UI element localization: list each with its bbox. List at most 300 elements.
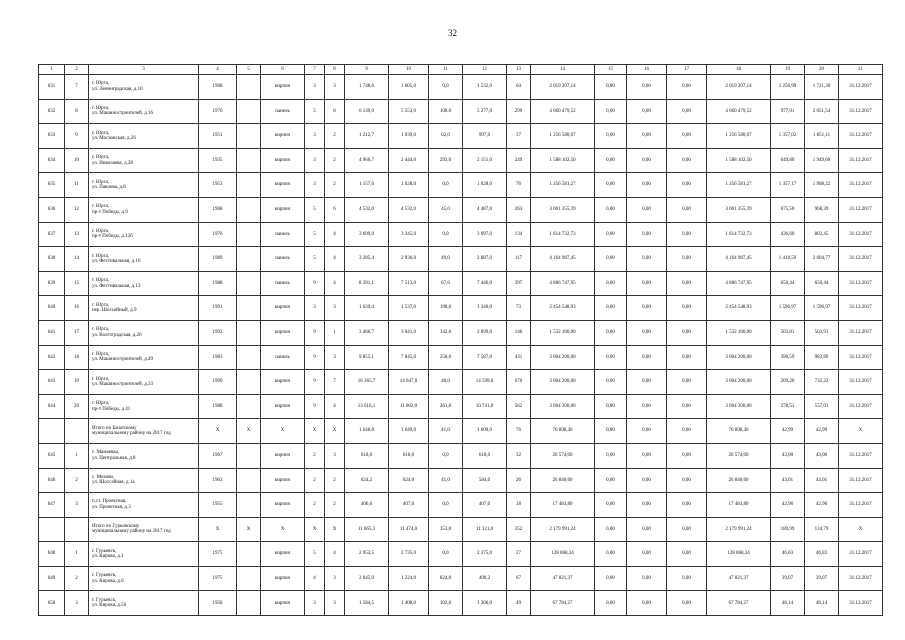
table-row [39,394,883,419]
table-cell [237,148,261,173]
table-cell: 1 532,0 [463,75,507,100]
table-cell: 0,0 [429,173,463,198]
table-cell: 2 936,0 [389,247,429,272]
table-cell: 9 [305,320,325,345]
table-cell: 647 [39,493,65,518]
table-cell: 11 474,0 [389,517,429,542]
table-cell: 0,00 [667,419,707,444]
address-line: г. Гурьевск, [92,548,117,554]
table-cell: 249 [507,148,531,173]
table-cell: 1967 [199,443,237,468]
table-cell: 31.12.2017 [839,75,883,100]
table-cell: 1989 [199,247,237,272]
table-row [39,345,883,370]
table-cell: 2 [305,493,325,518]
table-cell: 3 [325,443,345,468]
table-cell: 1 908,22 [805,173,839,198]
table-cell: X [305,419,325,444]
table-cell: кирпич [261,124,305,149]
address-cell [89,247,199,272]
table-cell: X [839,419,883,444]
address-line: муниципальному району на 2017 год [92,431,171,437]
table-cell: 3 064 200,00 [707,370,771,395]
table-cell: кирпич [261,320,305,345]
address-cell [89,75,199,100]
table-cell: 0,00 [667,271,707,296]
table-cell: 1 357,02 [771,124,805,149]
table-cell: 4 532,0 [345,197,389,222]
address-line: с. Мамаевка, [92,450,120,456]
table-cell: 67 784,27 [531,591,595,616]
table-cell: 8 391,1 [345,271,389,296]
table-cell: 0,00 [595,493,627,518]
table-cell: 1 256,99 [771,75,805,100]
table-cell: 45,0 [429,197,463,222]
table-cell: кирпич [261,75,305,100]
table-cell: 2 [325,148,345,173]
table-cell: 1988 [199,394,237,419]
table-cell: 407,0 [389,493,429,518]
address-cell [89,124,199,149]
address-line: ул. Машиностроителей, д.16 [92,111,153,117]
table-cell: 0,00 [627,75,667,100]
table-row [39,542,883,567]
table-cell: 117 [507,247,531,272]
table-cell: 649 [39,566,65,591]
table-body [39,75,883,616]
table-cell: 1 256 580,07 [707,124,771,149]
table-cell: 4 164 987,45 [707,247,771,272]
table-cell: 618,0 [389,443,429,468]
table-cell: 0,00 [595,468,627,493]
table-cell: 2 179 991,24 [531,517,595,542]
table-row [39,296,883,321]
table-cell: 637 [39,222,65,247]
table-cell: 0,00 [667,468,707,493]
column-number: 21 [839,65,883,75]
table-cell: 1 039,0 [389,124,429,149]
table-cell: X [237,517,261,542]
table-cell: 2 [65,566,89,591]
column-number: 2 [65,65,89,75]
table-cell: 67 [507,566,531,591]
column-number: 12 [463,65,507,75]
column-number: 1 [39,65,65,75]
table-cell: 31.12.2017 [839,247,883,272]
table-cell: панель [261,222,305,247]
address-line: ул. Фестивальная, д.13 [92,283,141,289]
table-cell: 48,14 [771,591,805,616]
table-cell: 0,00 [667,99,707,124]
table-cell: 353,0 [429,517,463,542]
table-cell: 62,0 [429,124,463,149]
table-cell [237,271,261,296]
table-cell: 31.12.2017 [839,148,883,173]
table-cell: 3 064 200,00 [531,345,595,370]
table-cell: 0,00 [667,345,707,370]
table-cell: 49 [507,591,531,616]
table-cell: 0,00 [627,173,667,198]
table-cell: 4 [325,542,345,567]
table-cell: 0,0 [429,542,463,567]
table-cell: 1 532 100,00 [531,320,595,345]
table-cell [237,75,261,100]
table-cell: 0,00 [595,173,627,198]
table-cell [237,296,261,321]
table-cell: 2 019 207,14 [707,75,771,100]
address-line: г. Гурьевск, [92,597,117,603]
column-number: 15 [595,65,627,75]
table-cell: 0,00 [595,148,627,173]
table-cell: 31.12.2017 [839,443,883,468]
table-cell: 5 [305,197,325,222]
table-cell: 0,00 [627,493,667,518]
table-cell: 983,89 [805,345,839,370]
table-cell: 2 899,0 [463,320,507,345]
table-cell: 31.12.2017 [839,99,883,124]
address-line: г. Юрга, [92,204,110,210]
table-cell [237,566,261,591]
address-line: г. Юрга, [92,278,110,284]
table-cell: 675,50 [771,197,805,222]
table-cell: 64 [507,75,531,100]
table-cell [237,591,261,616]
address-line: г. Юрга, [92,228,110,234]
table-cell: 7 446,0 [463,271,507,296]
table-cell: 31.12.2017 [839,345,883,370]
table-cell: 1991 [199,296,237,321]
table-cell: 1963 [199,468,237,493]
table-cell: 42,99 [805,419,839,444]
table-cell: 1 639,4 [345,296,389,321]
address-line: ул. Фестивальная, д.16 [92,258,141,264]
table-cell [237,370,261,395]
table-cell: 1 614 732,73 [707,222,771,247]
address-line: г. Юрга, [92,130,110,136]
table-cell: 1 418,59 [771,247,805,272]
column-number: 19 [771,65,805,75]
table-cell: 0,00 [627,99,667,124]
table-cell: 14 647,0 [389,370,429,395]
column-number: 4 [199,65,237,75]
table-cell: 2 454 548,93 [531,296,595,321]
table-cell: 76 [507,419,531,444]
table-cell: 3 345,0 [389,222,429,247]
table-cell: 503,81 [771,320,805,345]
table-cell: 0,00 [667,591,707,616]
table-cell: 5 553,0 [389,99,429,124]
table-cell: 278,51 [771,394,805,419]
column-number: 18 [707,65,771,75]
column-number: 14 [531,65,595,75]
table-cell: 11 121,0 [463,517,507,542]
table-cell: 640 [39,296,65,321]
table-cell: 1968 [199,75,237,100]
table-row [39,591,883,616]
table-cell: 10 741,0 [463,394,507,419]
table-cell [237,468,261,493]
table-cell: 4 [325,271,345,296]
table-cell: 0,00 [595,370,627,395]
column-number: 20 [805,65,839,75]
table-cell: 8 [65,99,89,124]
table-cell: 503,91 [805,320,839,345]
table-cell: 1968 [199,197,237,222]
address-line: ул. Московская, д.26 [92,135,136,141]
table-cell: 4 660 479,52 [531,99,595,124]
table-cell: кирпич [261,493,305,518]
table-row [39,173,883,198]
address-cell [89,394,199,419]
table-cell: 2 454 548,93 [707,296,771,321]
table-cell: 39,07 [771,566,805,591]
table-cell: 5 [305,99,325,124]
table-cell: 209,20 [771,370,805,395]
table-cell: 3 [305,173,325,198]
table-cell: 9 [305,271,325,296]
table-cell: 997,0 [463,124,507,149]
table-cell: 1 028,0 [389,173,429,198]
table-cell: 650,44 [771,271,805,296]
column-number: 13 [507,65,531,75]
table-cell: 3 061 355,39 [707,197,771,222]
table-cell: 3 [325,296,345,321]
table-cell: 18 [507,493,531,518]
table-cell: 3 609,0 [345,222,389,247]
table-cell: X [305,517,325,542]
table-cell: 3 061 355,39 [531,197,595,222]
table-row [39,468,883,493]
table-cell: 31.12.2017 [839,394,883,419]
table-cell: 42,99 [771,419,805,444]
table-cell: 293,0 [429,148,463,173]
address-line: г. Юрга, [92,179,110,185]
address-line: г. Юрга, [92,327,110,333]
table-row [39,99,883,124]
address-cell [89,370,199,395]
table-cell: 4 [325,247,345,272]
table-cell: 13 [65,222,89,247]
table-cell: 644 [39,394,65,419]
table-cell: 0,00 [595,75,627,100]
table-cell: 0,00 [595,247,627,272]
table-cell: 624,0 [389,468,429,493]
table-cell: 641 [39,320,65,345]
table-cell: 636 [39,197,65,222]
address-cell [89,99,199,124]
table-cell: 618,0 [463,443,507,468]
table-cell: 802,45 [805,222,839,247]
table-cell: 0,00 [595,124,627,149]
table-cell: 43,00 [805,443,839,468]
table-cell: 3 [65,493,89,518]
table-cell: 31.12.2017 [839,468,883,493]
address-line: п.ст. Проектная, [92,499,127,505]
table-cell: панель [261,247,305,272]
table-cell: 32 [507,443,531,468]
table-cell: 670 [507,370,531,395]
table-cell: 4 [325,222,345,247]
table-cell: 1 949,60 [805,148,839,173]
table-cell: 4 966,7 [345,148,389,173]
table-cell: 0,00 [667,148,707,173]
table-cell: 31.12.2017 [839,591,883,616]
table-cell: 11 002,0 [389,394,429,419]
table-cell [237,345,261,370]
table-cell: 0,0 [429,222,463,247]
table-cell: 26 [507,468,531,493]
table-cell: 3 [325,591,345,616]
table-cell: 1 [65,542,89,567]
table-cell: 198,0 [429,296,463,321]
table-row [39,566,883,591]
table-cell: 41,0 [429,419,463,444]
table-cell: 1953 [199,173,237,198]
table-row [39,370,883,395]
table-cell: 9 [65,124,89,149]
table-cell: 624,2 [345,468,389,493]
table-cell: 43,01 [771,468,805,493]
table-cell: 1 256 581,27 [531,173,595,198]
address-line: г. Юрга, [92,302,110,308]
table-cell: 5 [305,542,325,567]
table-cell: 642 [39,345,65,370]
table-cell: 102,0 [429,591,463,616]
table-cell: 2 151,0 [463,148,507,173]
address-cell [89,542,199,567]
table-cell: 2 735,0 [389,542,429,567]
table-cell: 1 596,97 [771,296,805,321]
table-cell: 0,00 [627,591,667,616]
table-cell: 189,99 [771,517,805,542]
table-cell: 633 [39,124,65,149]
address-cell [89,443,199,468]
table-cell: 42,96 [805,493,839,518]
table-cell: 1975 [199,566,237,591]
table-cell: 7 [65,75,89,100]
table-cell: 1 357,17 [771,173,805,198]
table-cell: 968,39 [805,197,839,222]
table-cell: 46,83 [805,542,839,567]
address-line: ул. Центральная, д.8 [92,455,136,461]
table-cell: 562 [507,394,531,419]
address-line: г. Гурьевск, [92,573,117,579]
table-cell: 5 277,0 [463,99,507,124]
address-cell [89,493,199,518]
address-line: пр-т Победы, д.41 [92,406,131,412]
table-cell: 76 [507,173,531,198]
table-cell: 352 [507,517,531,542]
table-cell: 1 [325,320,345,345]
table-cell: 0,00 [595,222,627,247]
page-number: 32 [448,28,457,38]
table-row [39,222,883,247]
table-cell: 1935 [199,148,237,173]
table-cell: X [325,419,345,444]
table-cell: X [261,517,305,542]
table-cell: 39,07 [805,566,839,591]
table-cell: 128 068,34 [707,542,771,567]
table-cell: 2 953,5 [345,542,389,567]
table-cell: 19 [65,370,89,395]
table-cell: 2 045,9 [345,566,389,591]
table-cell: 1 748,6 [345,75,389,100]
table-cell: 5 [305,247,325,272]
table-cell: 16 365,7 [345,370,389,395]
table-cell: 31.12.2017 [839,222,883,247]
table-row [39,124,883,149]
table-cell: 2 019 207,14 [531,75,595,100]
table-cell: 14 599,0 [463,370,507,395]
table-cell: 1 157,6 [345,173,389,198]
table-row [39,493,883,518]
table-cell [237,173,261,198]
table-cell: 15 [65,271,89,296]
table-cell: 27 [507,542,531,567]
address-line: ул. Павлова, д.8 [92,185,126,191]
address-cell [89,271,199,296]
table-cell: 4 [325,394,345,419]
table-cell: 2 444,0 [389,148,429,173]
address-line: ул. Машиностроителей, д.33 [92,381,153,387]
table-cell: 0,00 [595,296,627,321]
table-cell: 3 097,0 [463,222,507,247]
table-cell [237,320,261,345]
table-cell: 11 [65,173,89,198]
address-cell [89,320,199,345]
table-cell: 1 532 100,00 [707,320,771,345]
table-cell: 977,91 [771,99,805,124]
table-cell: 26 574,00 [707,443,771,468]
table-cell: 1951 [199,124,237,149]
table-cell: панель [261,99,305,124]
table-row [39,75,883,100]
column-number: 3 [89,65,199,75]
table-cell: 17 483,80 [707,493,771,518]
table-cell: 12 [65,197,89,222]
table-cell: 11 665,3 [345,517,389,542]
table-cell: 1988 [199,271,237,296]
address-cell [89,566,199,591]
table-cell: 9 [305,370,325,395]
table-cell: 1 588 102,50 [707,148,771,173]
table-cell [237,222,261,247]
table-cell: 1 649,0 [389,419,429,444]
table-cell: 13 016,1 [345,394,389,419]
table-cell: 1 648,8 [345,419,389,444]
table-cell: 0,00 [667,370,707,395]
table-cell: панель [261,271,305,296]
table-cell: 0,00 [627,542,667,567]
table-cell: 634 [39,148,65,173]
table-cell: 3 [325,345,345,370]
table-cell: 7 [325,370,345,395]
table-cell: 2 179 991,24 [707,517,771,542]
table-cell [237,443,261,468]
address-line: ул. Шоссейная, д.1а [92,480,135,486]
column-number: 9 [345,65,389,75]
table-cell: 3 [325,75,345,100]
table-cell: 46,83 [771,542,805,567]
table-cell: 26 840,60 [707,468,771,493]
table-cell: 258,0 [429,345,463,370]
column-number: 6 [261,65,305,75]
table-cell: 2 [305,468,325,493]
table-cell: 3 041,0 [389,320,429,345]
table-cell: 49,0 [429,247,463,272]
column-number: 16 [627,65,667,75]
table-cell: 128 068,34 [531,542,595,567]
